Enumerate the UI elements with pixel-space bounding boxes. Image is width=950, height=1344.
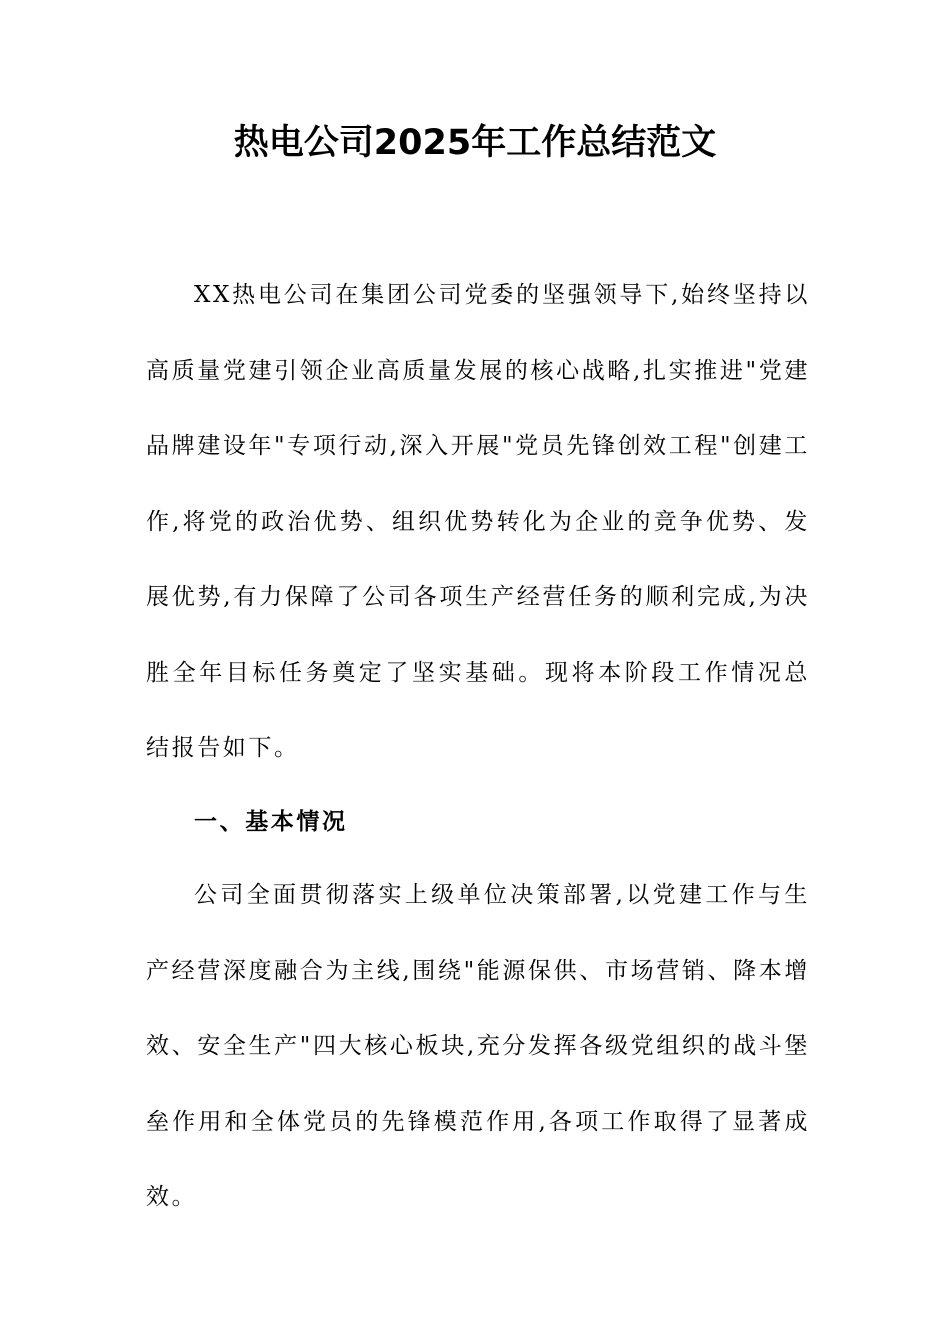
section-paragraph: 公司全面贯彻落实上级单位决策部署,以党建工作与生产经营深度融合为主线,围绕"能源保供、市场营销、降本增效、安全生产"四大核心板块,充分发挥各级党组织的战斗堡垒作用和全体党员的先锋模范作用,各项工作取得了显著成效。 [146,882,810,1210]
intro-paragraph: XX热电公司在集团公司党委的坚强领导下,始终坚持以高质量党建引领企业高质量发展的核心战略,扎实推进"党建品牌建设年"专项行动,深入开展"党员先锋创效工程"创建工作,将党的政治优势、组织优势转化为企业的竞争优势、发展优势,有力保障了公司各项生产经营任务的顺利完成,为决胜全年目标任务奠定了坚实基础。现将本阶段工作情况总结报告如下。 [146,282,810,761]
document-title: 热电公司2025年工作总结范文 [233,123,717,163]
section-heading: 一、基本情况 [194,808,348,835]
